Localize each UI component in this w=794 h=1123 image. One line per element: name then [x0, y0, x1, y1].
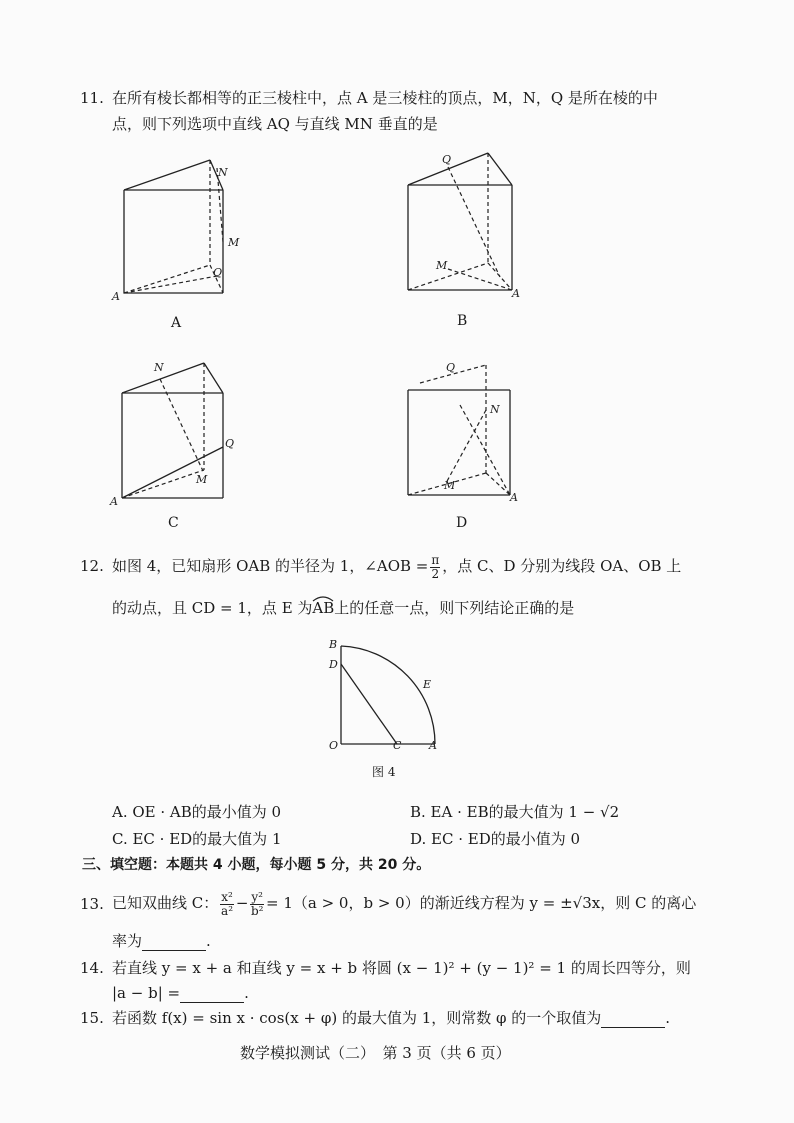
q13-number: 13.	[80, 895, 104, 913]
option-b-label: B	[457, 313, 468, 329]
svg-text:Q: Q	[446, 361, 456, 374]
svg-text:B: B	[329, 638, 338, 651]
option-a-label: A	[171, 315, 182, 331]
svg-text:N: N	[154, 361, 164, 374]
svg-text:Q: Q	[225, 437, 235, 450]
point-q-label: Q	[213, 266, 223, 279]
svg-text:M: M	[444, 479, 456, 492]
q11-line2: 点，则下列选项中直线 AQ 与直线 MN 垂直的是	[112, 115, 438, 133]
q12-option-a: A. OE · AB的最小值为 0	[112, 803, 282, 821]
q12-option-b: B. EA · EB的最大值为 1 − √2	[410, 803, 620, 821]
svg-text:N: N	[490, 403, 500, 416]
option-d-label: D	[456, 515, 468, 531]
svg-text:M: M	[436, 259, 448, 272]
q12-option-d: D. EC · ED的最小值为 0	[410, 830, 581, 848]
prism-figure-d	[398, 355, 538, 515]
prism-figure-c	[108, 355, 258, 515]
arc-ab: AB	[312, 599, 335, 617]
q13-line1: 已知双曲线 C： $\frac{\text{x²}}{\text{a²}}$ − $\frac{\text{y²}}{\text{b²}}$ = 1（a > 0，b > 0）的渐近线方程为 y = ±√3x，则 C 的离心	[112, 889, 697, 918]
svg-text:C: C	[393, 739, 402, 752]
page-footer: 数学模拟测试（二） 第 3 页（共 6 页）	[240, 1044, 511, 1062]
q15-answer-blank[interactable]	[601, 1013, 665, 1028]
svg-text:E: E	[423, 678, 432, 691]
q14-answer-blank[interactable]	[180, 988, 244, 1003]
q13-answer-blank[interactable]	[142, 936, 206, 951]
point-m-label: M	[228, 236, 240, 249]
sector-figure	[325, 636, 445, 756]
svg-text:A: A	[512, 287, 520, 300]
q13-line2: 率为 .	[112, 932, 211, 950]
q14-line2: |a − b| = .	[112, 984, 249, 1002]
svg-text:M: M	[196, 473, 208, 486]
prism-figure-a	[110, 150, 260, 305]
figure-4-caption: 图 4	[372, 765, 396, 779]
q12-line2: 的动点，且 CD = 1，点 E 为AB 上的任意一点，则下列结论正确的是	[112, 599, 575, 617]
q11-line1: 在所有棱长都相等的正三棱柱中，点 A 是三棱柱的顶点，M，N，Q 是所在棱的中	[112, 89, 658, 107]
svg-text:A: A	[510, 491, 518, 504]
option-c-label: C	[168, 515, 179, 531]
svg-text:D: D	[329, 658, 338, 671]
q15-line1: 若函数 f(x) = sin x · cos(x + φ) 的最大值为 1，则常数 φ 的一个取值为 .	[112, 1009, 671, 1027]
q12-number: 12.	[80, 557, 104, 575]
q15-number: 15.	[80, 1009, 104, 1027]
svg-text:A: A	[429, 739, 437, 752]
q12-line1: 如图 4，已知扇形 OAB 的半径为 1，∠AOB = $\frac{\pi}{2}$ ，点 C、D 分别为线段 OA、OB 上	[112, 552, 682, 581]
q14-line1: 若直线 y = x + a 和直线 y = x + b 将圆 (x − 1)² + (y − 1)² = 1 的周长四等分，则	[112, 959, 691, 977]
prism-figure-b	[400, 145, 530, 305]
svg-text:O: O	[329, 739, 339, 752]
section-3-heading: 三、填空题：本题共 4 小题，每小题 5 分，共 20 分。	[82, 857, 431, 873]
q14-number: 14.	[80, 959, 104, 977]
pi-over-2-fraction: $\frac{\pi}{2}$	[431, 552, 440, 581]
point-n-label: N	[218, 166, 228, 179]
q12-option-c: C. EC · ED的最大值为 1	[112, 830, 282, 848]
svg-text:A: A	[110, 495, 118, 508]
q11-number: 11.	[80, 89, 104, 107]
point-a-label: A	[112, 290, 120, 303]
svg-text:Q: Q	[442, 153, 452, 166]
